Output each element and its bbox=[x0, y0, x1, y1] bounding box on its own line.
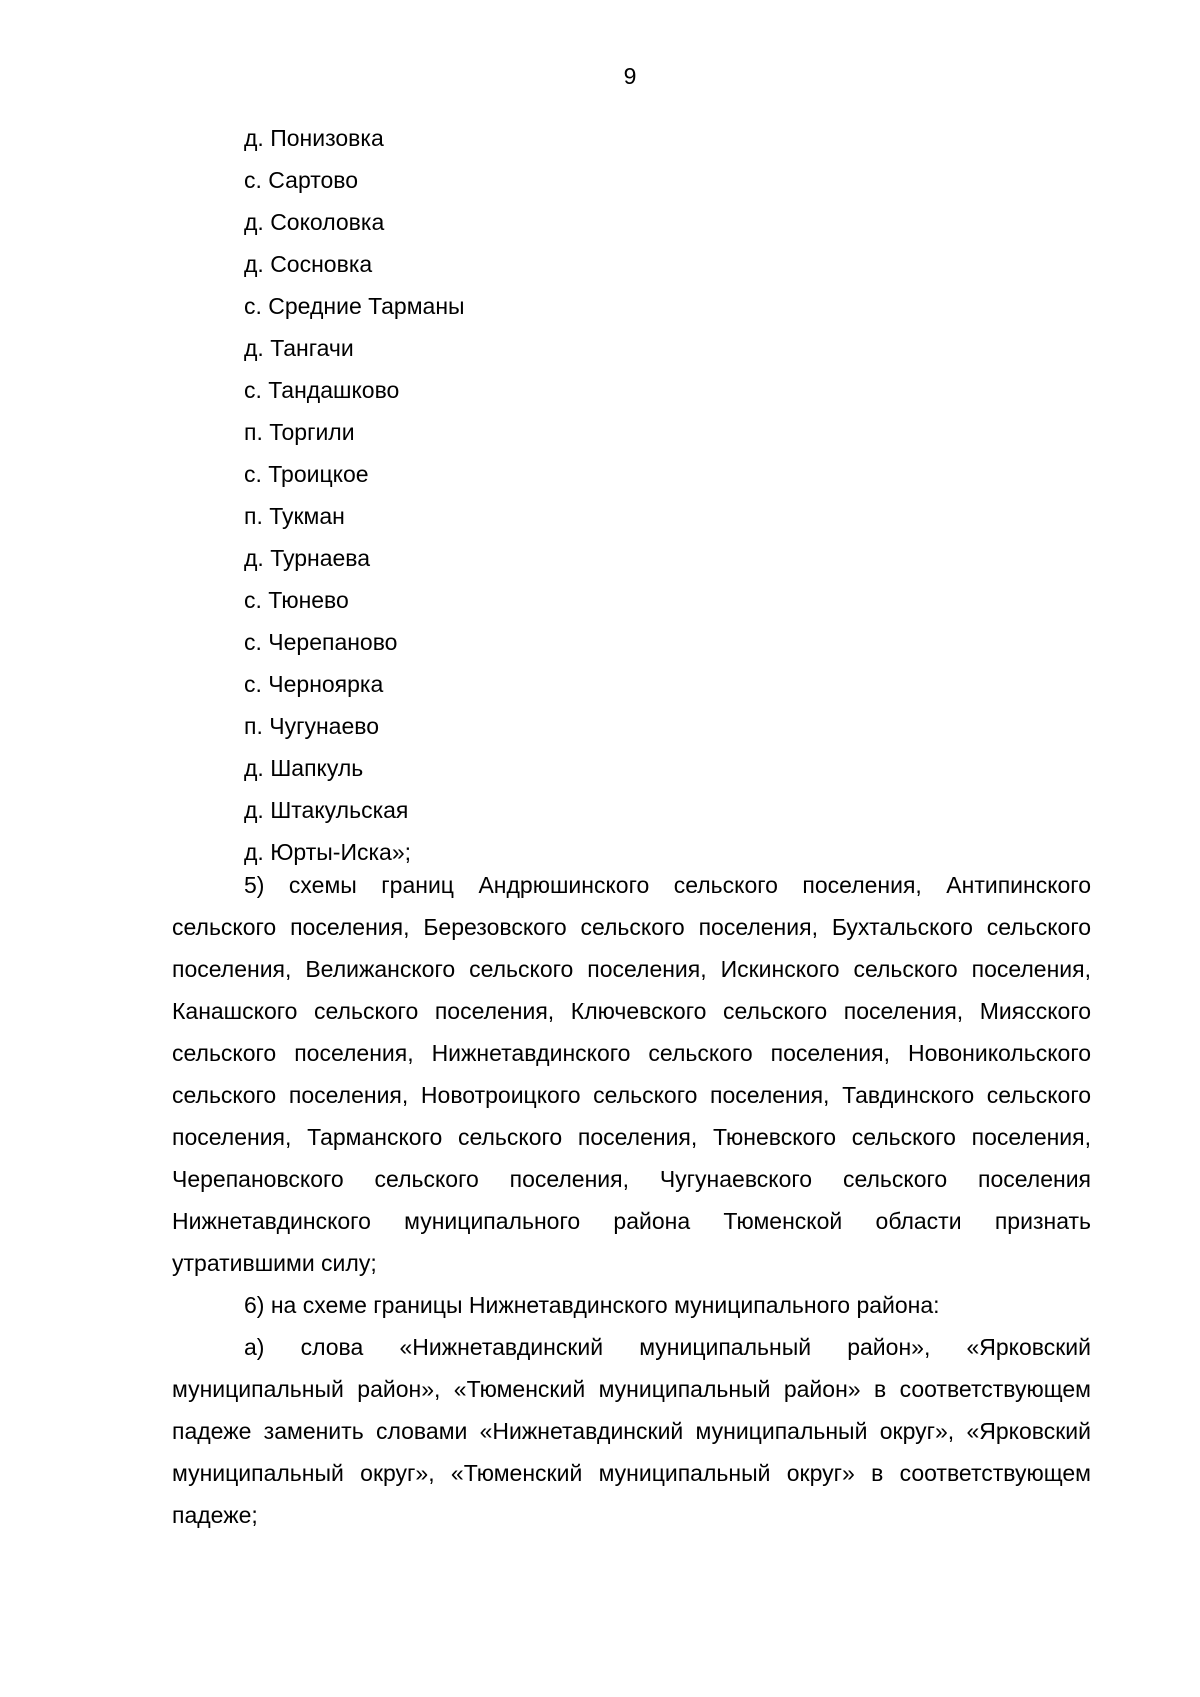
list-item: п. Тукман bbox=[244, 503, 345, 529]
paragraph-item-6: 6) на схеме границы Нижнетавдинского муниципального района: bbox=[244, 1292, 940, 1318]
list-item: с. Сартово bbox=[244, 167, 359, 193]
list-item: п. Чугунаево bbox=[244, 713, 379, 739]
list-item: д. Юрты-Иска»; bbox=[244, 839, 412, 865]
list-item: п. Торгили bbox=[244, 419, 355, 445]
paragraph-subitem-6a: а) слова «Нижнетавдинский муниципальный район», «Ярковский муниципальный район», «Тюменский муниципальный район» в соответствующем падеже заменить словами «Нижнетавдинский муниципальный округ», «Ярковский муниципальный округ», «Тюменский муниципальный округ» в соответствующем падеже; bbox=[172, 1334, 1091, 1528]
list-item: с. Тюнево bbox=[244, 587, 349, 613]
list-item: с. Троицкое bbox=[244, 461, 369, 487]
paragraph-item-5: 5) схемы границ Андрюшинского сельского поселения, Антипинского сельского поселения, Березовского сельского поселения, Бухтальского сельского поселения, Велижанского сельского поселения, Искинского сельского поселения, Канашского сельского поселения, Ключевского сельского поселения, Миясского сельского поселения, Нижнетавдинского сельского поселения, Новоникольского сельского поселения, Новотроицкого сельского поселения, Тавдинского сельского поселения, Тарманского сельского поселения, Тюневского сельского поселения, Черепановского сельского поселения, Чугунаевского сельского поселения Нижнетавдинского муниципального района Тюменской области признать утратившими силу; bbox=[172, 872, 1091, 1276]
list-item: с. Средние Тарманы bbox=[244, 293, 465, 319]
list-item: д. Турнаева bbox=[244, 545, 371, 571]
list-item: д. Штакульская bbox=[244, 797, 409, 823]
page-number: 9 bbox=[623, 63, 637, 89]
list-item: с. Черноярка bbox=[244, 671, 384, 697]
body-text bbox=[172, 864, 1091, 1536]
settlement-list bbox=[244, 117, 465, 873]
list-item: д. Шапкуль bbox=[244, 755, 364, 781]
list-item: д. Тангачи bbox=[244, 335, 354, 361]
list-item: д. Сосновка bbox=[244, 251, 373, 277]
list-item: с. Черепаново bbox=[244, 629, 398, 655]
list-item: д. Соколовка bbox=[244, 209, 385, 235]
list-item: с. Тандашково bbox=[244, 377, 400, 403]
list-item: д. Понизовка bbox=[244, 125, 384, 151]
